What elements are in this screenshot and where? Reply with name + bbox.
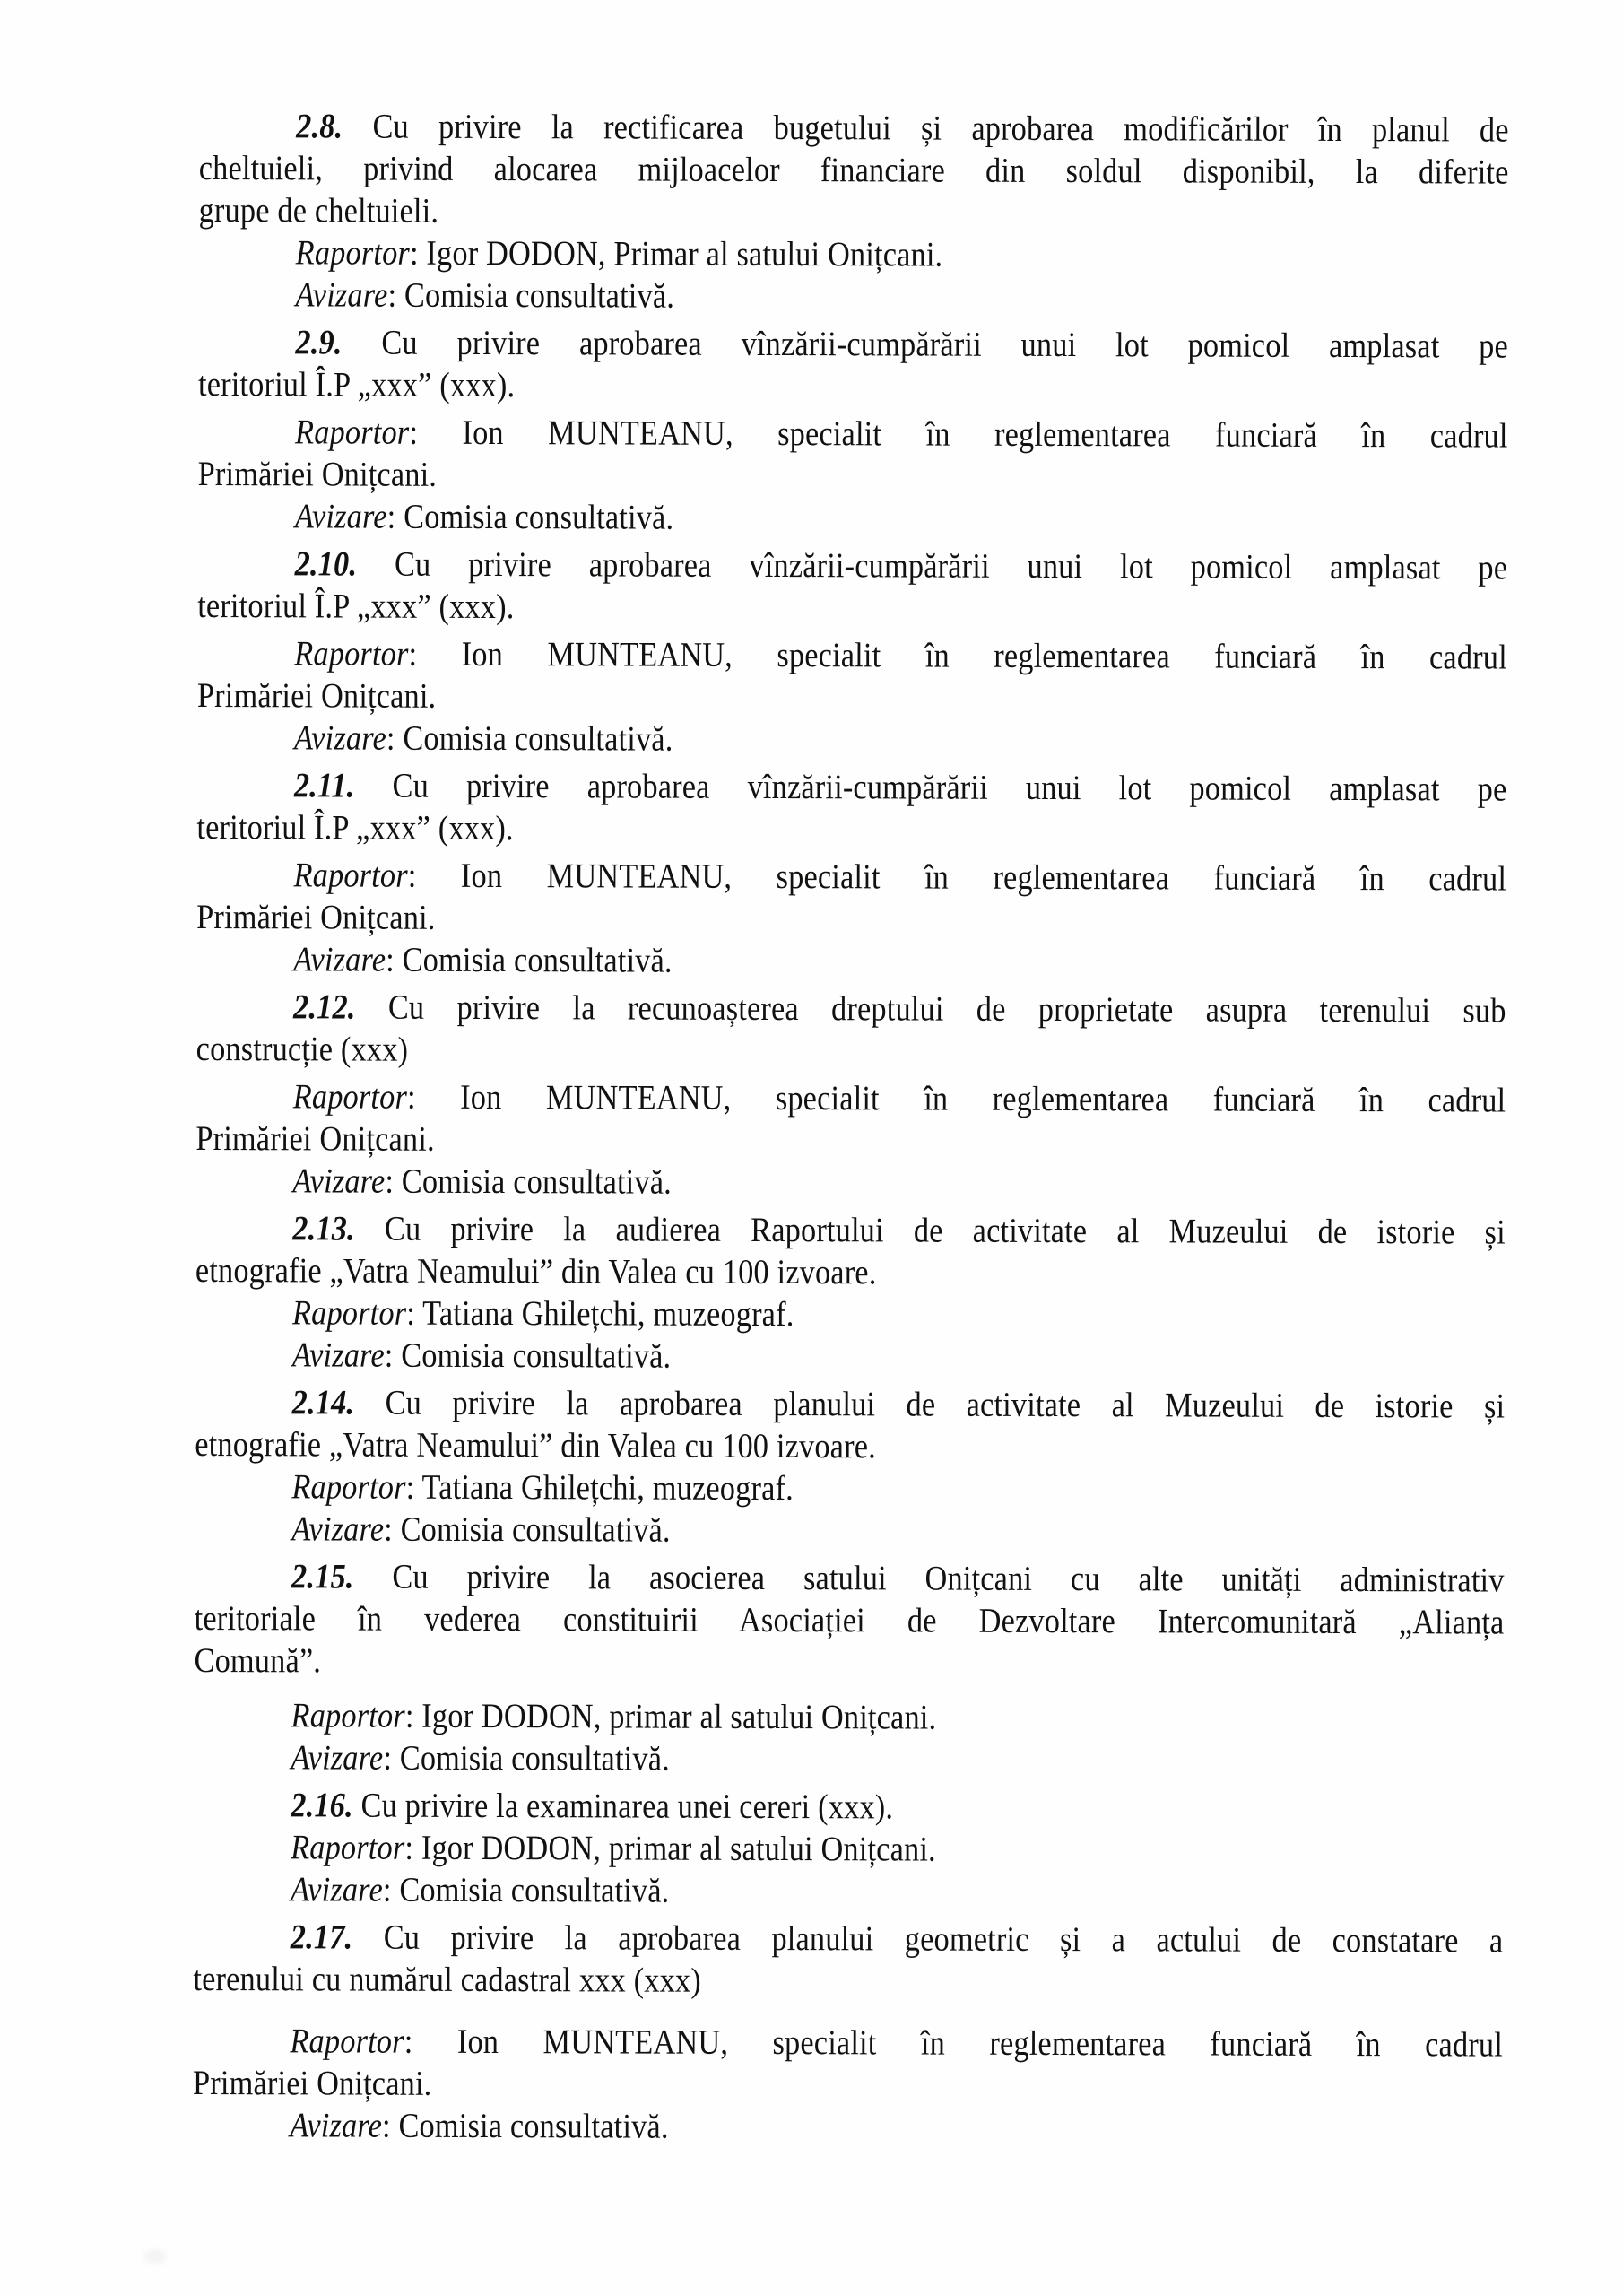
field-label: Avizare: [291, 1738, 384, 1778]
agenda-item: [195, 986, 1506, 1206]
item-title-line: 2.14. Cu privire la aprobarea planului de activitate al Muzeului de istorie și: [291, 1383, 1506, 1426]
agenda-item: [195, 1381, 1505, 1554]
item-title-line: teritoriul Î.P „xxx” (xxx).: [196, 807, 514, 848]
item-number: 2.8.: [296, 107, 343, 146]
field-label: Avizare: [293, 718, 386, 758]
avizare-line: Avizare: Comisia consultativă.: [291, 1335, 672, 1376]
agenda-item: [196, 764, 1507, 985]
raportor-line: Primăriei Onițcani.: [193, 2063, 432, 2103]
item-title-line: cheltuieli, privind alocarea mijloacelor financiare din soldul disponibil, la diferite: [198, 148, 1509, 192]
item-title-line: etnografie „Vatra Neamului” din Valea cu 100 izvoare.: [195, 1424, 876, 1466]
item-number: 2.9.: [295, 323, 343, 362]
item-number: 2.14.: [291, 1383, 355, 1422]
scan-smudge: [143, 2249, 167, 2264]
item-number: 2.11.: [293, 766, 355, 805]
raportor-line: Raportor: Ion MUNTEANU, specialit în reglementarea funciară în cadrul: [293, 856, 1507, 899]
field-label: Avizare: [290, 2106, 383, 2145]
field-label: Avizare: [291, 1509, 385, 1549]
raportor-line: Raportor: Igor DODON, primar al satului Onițcani.: [291, 1828, 936, 1869]
agenda-item: [197, 543, 1508, 763]
raportor-line: Raportor: Ion MUNTEANU, specialit în reglementarea funciară în cadrul: [292, 1077, 1506, 1120]
raportor-line: Primăriei Onițcani.: [196, 675, 437, 716]
avizare-line: Avizare: Comisia consultativă.: [294, 497, 674, 537]
field-label: Raportor: [291, 1828, 405, 1867]
field-label: Avizare: [291, 1335, 385, 1375]
avizare-line: Avizare: Comisia consultativă.: [293, 940, 673, 980]
agenda-item: [195, 1207, 1506, 1380]
field-label: Avizare: [292, 1161, 386, 1201]
agenda-item: [198, 105, 1509, 320]
field-label: Avizare: [293, 940, 386, 979]
raportor-line: Raportor: Ion MUNTEANU, specialit în reglementarea funciară în cadrul: [290, 2022, 1504, 2065]
avizare-line: Avizare: Comisia consultativă.: [291, 1509, 671, 1550]
item-title-line: 2.8. Cu privire la rectificarea bugetului și aprobarea modificărilor în planul de: [296, 107, 1509, 150]
avizare-line: Avizare: Comisia consultativă.: [290, 1870, 670, 1910]
field-label: Avizare: [290, 1870, 383, 1909]
field-label: Raportor: [294, 634, 409, 674]
avizare-line: Avizare: Comisia consultativă.: [293, 718, 673, 759]
item-title-line: grupe de cheltuieli.: [198, 190, 439, 230]
item-number: 2.13.: [292, 1209, 355, 1248]
agenda-items: [193, 105, 1509, 2151]
raportor-line: Primăriei Onițcani.: [197, 454, 438, 494]
item-title-line: Comună”.: [194, 1640, 322, 1681]
item-title-line: 2.12. Cu privire la recunoașterea dreptului de proprietate asupra terenului sub: [293, 987, 1506, 1031]
item-number: 2.10.: [294, 544, 358, 584]
field-label: Raportor: [291, 1293, 407, 1333]
item-title-line: construcție (xxx): [195, 1029, 409, 1069]
item-title-line: etnografie „Vatra Neamului” din Valea cu 100 izvoare.: [195, 1250, 877, 1292]
item-title-line: 2.9. Cu privire aprobarea vînzării-cumpărării unui lot pomicol amplasat pe: [295, 323, 1509, 366]
raportor-line: Primăriei Onițcani.: [195, 1118, 435, 1159]
raportor-line: Raportor: Tatiana Ghilețchi, muzeograf.: [291, 1467, 794, 1509]
item-title-line: 2.16. Cu privire la examinarea unei cereri (xxx).: [291, 1786, 894, 1827]
raportor-line: Raportor: Ion MUNTEANU, specialit în reglementarea funciară în cadrul: [294, 634, 1507, 677]
item-title-line: teritoriale în vederea constituirii Asociației de Dezvoltare Intercomunitară „Alianța: [194, 1598, 1505, 1642]
field-label: Raportor: [291, 1696, 405, 1735]
avizare-line: Avizare: Comisia consultativă.: [291, 1738, 670, 1779]
agenda-item: [197, 321, 1508, 542]
item-title-line: teritoriul Î.P „xxx” (xxx).: [197, 586, 515, 627]
item-title-line: 2.15. Cu privire la asocierea satului Onițcani cu alte unități administrativ: [291, 1557, 1505, 1600]
raportor-line: Primăriei Onițcani.: [196, 897, 436, 937]
item-title-line: 2.11. Cu privire aprobarea vînzării-cumpărării unui lot pomicol amplasat pe: [293, 766, 1507, 809]
avizare-line: Avizare: Comisia consultativă.: [290, 2106, 669, 2146]
agenda-item: [193, 1916, 1504, 2151]
item-number: 2.17.: [290, 1918, 353, 1957]
field-label: Raportor: [295, 233, 411, 273]
field-label: Avizare: [294, 497, 387, 536]
field-label: Raportor: [291, 1467, 406, 1507]
field-label: Raportor: [290, 2022, 404, 2061]
agenda-item: [194, 1555, 1505, 1783]
field-label: Avizare: [295, 275, 388, 315]
item-title-line: 2.13. Cu privire la audierea Raportului de activitate al Muzeului de istorie și: [292, 1209, 1506, 1252]
item-title-line: terenului cu numărul cadastral xxx (xxx): [193, 1959, 701, 2000]
item-number: 2.15.: [291, 1557, 354, 1596]
item-title-line: 2.10. Cu privire aprobarea vînzării-cumpărării unui lot pomicol amplasat pe: [294, 544, 1508, 587]
agenda-item: [194, 1784, 1504, 1915]
raportor-line: Raportor: Ion MUNTEANU, specialit în reglementarea funciară în cadrul: [295, 413, 1508, 456]
item-title-line: 2.17. Cu privire la aprobarea planului geometric și a actului de constatare a: [290, 1918, 1504, 1961]
item-number: 2.12.: [293, 987, 356, 1027]
item-number: 2.16.: [291, 1786, 353, 1825]
item-title-line: teritoriul Î.P „xxx” (xxx).: [197, 364, 516, 405]
avizare-line: Avizare: Comisia consultativă.: [292, 1161, 673, 1202]
field-label: Raportor: [292, 1077, 408, 1117]
raportor-line: Raportor: Igor DODON, Primar al satului Onițcani.: [295, 233, 943, 274]
avizare-line: Avizare: Comisia consultativă.: [295, 275, 675, 316]
field-label: Raportor: [293, 856, 408, 895]
field-label: Raportor: [295, 413, 410, 452]
raportor-line: Raportor: Igor DODON, primar al satului Onițcani.: [291, 1696, 937, 1737]
raportor-line: Raportor: Tatiana Ghilețchi, muzeograf.: [291, 1293, 794, 1335]
